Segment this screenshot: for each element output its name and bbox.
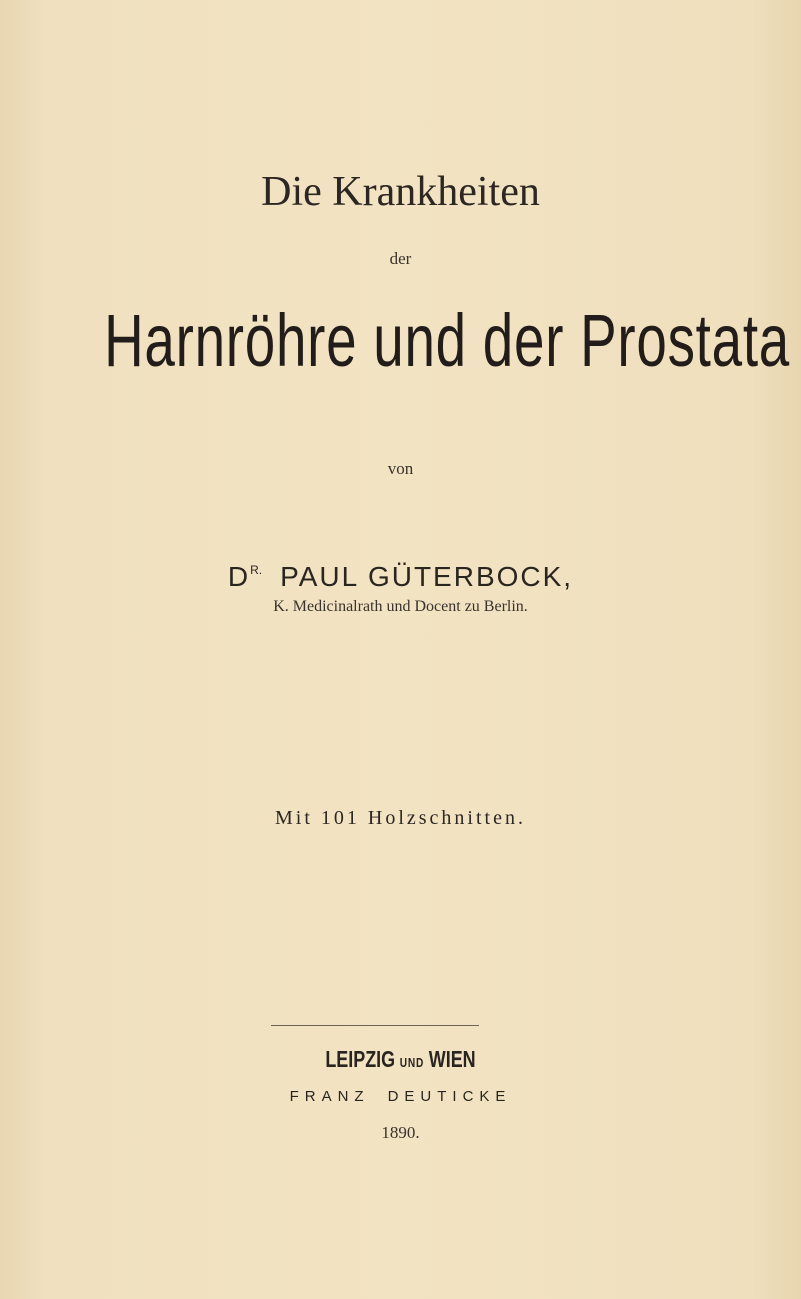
publisher-name	[0, 1087, 801, 1107]
byline-preposition: von	[387, 459, 414, 478]
author-line	[0, 560, 801, 599]
city-leipzig: LEIPZIG	[325, 1046, 396, 1072]
publication-place	[88, 1045, 713, 1077]
title-connector: der	[389, 249, 412, 268]
title-line-1: Die Krankheiten	[261, 169, 540, 215]
doctor-title	[228, 560, 262, 599]
doctor-title-letter: D	[227, 561, 251, 592]
title-line-2: Harnröhre und der Prostata	[104, 299, 790, 382]
divider-rule	[271, 1025, 479, 1026]
publisher-first-name: FRANZ	[289, 1088, 370, 1105]
city-wien: WIEN	[428, 1046, 476, 1072]
author-affiliation: K. Medicinalrath und Docent zu Berlin.	[273, 598, 528, 615]
city-connector: UND	[399, 1055, 425, 1070]
illustrations-note: Mit 101 Holzschnitten.	[275, 807, 526, 829]
author-name: PAUL GÜTERBOCK,	[280, 561, 574, 592]
doctor-title-superscript: R.	[250, 563, 263, 577]
publisher-last-name: DEUTICKE	[387, 1088, 512, 1105]
publication-year: 1890.	[381, 1123, 420, 1142]
